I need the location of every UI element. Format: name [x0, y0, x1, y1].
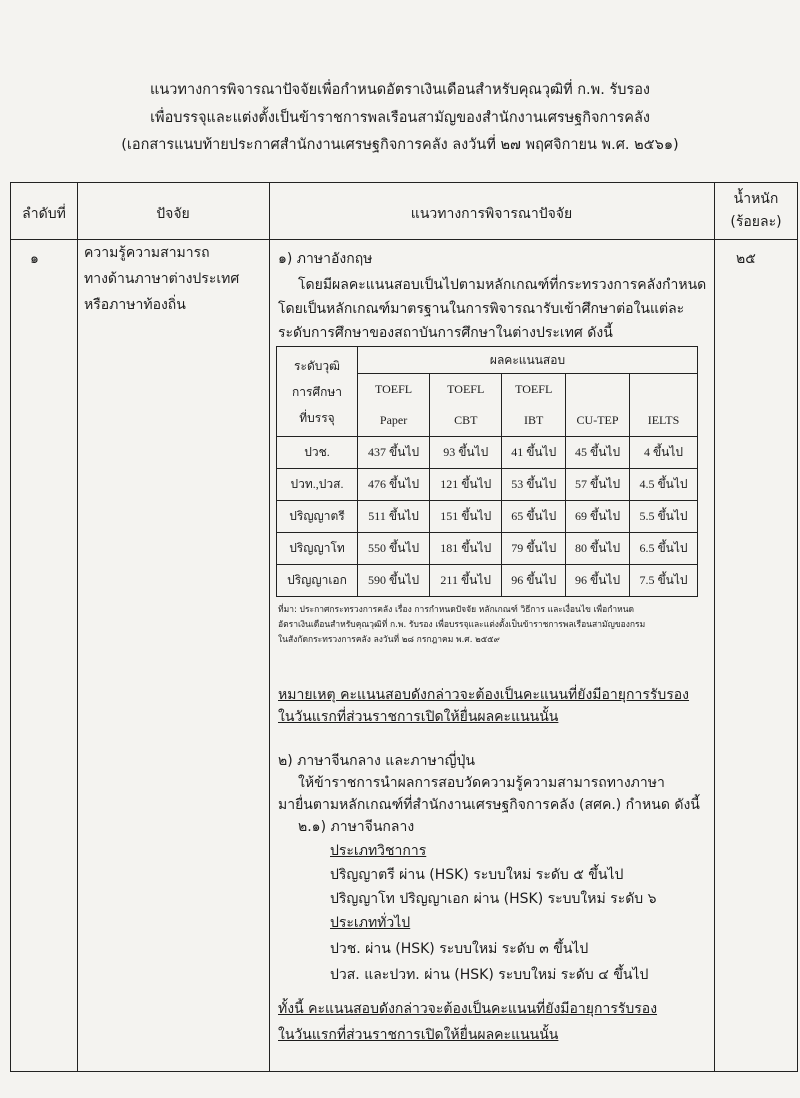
test-header-toefl-cbt-top: TOEFL	[430, 374, 502, 406]
score-cell: 57 ขึ้นไป	[566, 469, 630, 501]
chinese-para-line-1: ให้ข้าราชการนำผลการสอบวัดความรู้ความสามารถทางภาษา	[298, 775, 665, 791]
score-cell: 96 ขึ้นไป	[566, 565, 630, 597]
english-para-line-3: ระดับการศึกษาของสถาบันการศึกษาในต่างประเทศ ดังนี้	[278, 325, 613, 341]
test-header-toefl-paper: Paper	[358, 405, 430, 437]
score-cell: 6.5 ขึ้นไป	[629, 533, 697, 565]
level-cell: ปริญญาโท	[277, 533, 358, 565]
score-cell: 550 ขึ้นไป	[358, 533, 430, 565]
row-number: ๑	[30, 251, 39, 267]
column-header-guideline: แนวทางการพิจารณาปัจจัย	[410, 206, 573, 222]
score-cell: 590 ขึ้นไป	[358, 565, 430, 597]
score-cell: 7.5 ขึ้นไป	[629, 565, 697, 597]
score-cell: 4 ขึ้นไป	[629, 437, 697, 469]
level-cell: ปริญญาตรี	[277, 501, 358, 533]
score-cell: 151 ขึ้นไป	[430, 501, 502, 533]
note-2-line-1: ทั้งนี้ คะแนนสอบดังกล่าวจะต้องเป็นคะแนนที่ยังมีอายุการรับรอง	[278, 1001, 658, 1017]
source-line-1: ที่มา: ประกาศกระทรวงการคลัง เรื่อง การกำหนดปัจจัย หลักเกณฑ์ วิธีการ และเงื่อนไข เพื่อกำหนด	[278, 605, 635, 615]
column-divider-3	[714, 183, 715, 1071]
score-cell: 437 ขึ้นไป	[358, 437, 430, 469]
table-row	[277, 501, 698, 533]
note-1-line-1: หมายเหตุ คะแนนสอบดังกล่าวจะต้องเป็นคะแนนที่ยังมีอายุการรับรอง	[278, 687, 690, 703]
column-header-weight-unit: (ร้อยละ)	[730, 214, 782, 230]
english-para-line-1: โดยมีผลคะแนนสอบเป็นไปตามหลักเกณฑ์ที่กระทรวงการคลังกำหนด	[298, 277, 707, 293]
test-header-cutep: CU-TEP	[566, 405, 630, 437]
academic-item-2: ปริญญาโท ปริญญาเอก ผ่าน (HSK) ระบบใหม่ ระดับ ๖	[330, 891, 657, 907]
score-cell: 5.5 ขึ้นไป	[629, 501, 697, 533]
level-cell: ปวท.,ปวส.	[277, 469, 358, 501]
score-cell: 96 ขึ้นไป	[502, 565, 566, 597]
test-header-toefl-paper-top: TOEFL	[358, 374, 430, 406]
doc-title-line-3: (เอกสารแนบท้ายประกาศสำนักงานเศรษฐกิจการคลัง ลงวันที่ ๒๗ พฤศจิกายน พ.ศ. ๒๕๖๑)	[121, 137, 679, 153]
test-header-cutep-top	[566, 374, 630, 406]
score-cell: 41 ขึ้นไป	[502, 437, 566, 469]
score-cell: 181 ขึ้นไป	[430, 533, 502, 565]
score-cell: 53 ขึ้นไป	[502, 469, 566, 501]
factor-name-line-2: ทางด้านภาษาต่างประเทศ	[84, 271, 240, 287]
general-item-2: ปวส. และปวท. ผ่าน (HSK) ระบบใหม่ ระดับ ๔ ขึ้นไป	[330, 967, 649, 983]
general-category: ประเภททั่วไป	[330, 915, 411, 931]
score-cell: 476 ขึ้นไป	[358, 469, 430, 501]
score-group-header: ผลคะแนนสอบ	[358, 347, 698, 374]
chinese-heading: ๒) ภาษาจีนกลาง และภาษาญี่ปุ่น	[278, 753, 475, 769]
english-score-table	[276, 346, 698, 597]
score-cell: 121 ขึ้นไป	[430, 469, 502, 501]
table-row	[277, 437, 698, 469]
test-header-ielts: IELTS	[629, 405, 697, 437]
level-cell: ปวช.	[277, 437, 358, 469]
chinese-subheading: ๒.๑) ภาษาจีนกลาง	[298, 819, 415, 835]
general-item-1: ปวช. ผ่าน (HSK) ระบบใหม่ ระดับ ๓ ขึ้นไป	[330, 941, 589, 957]
test-header-toefl-ibt: IBT	[502, 405, 566, 437]
level-header-line-2: การศึกษา	[292, 384, 342, 399]
score-cell: 93 ขึ้นไป	[430, 437, 502, 469]
note-1-line-2: ในวันแรกที่ส่วนราชการเปิดให้ยื่นผลคะแนนนั้น	[278, 709, 559, 725]
score-cell: 69 ขึ้นไป	[566, 501, 630, 533]
column-header-factor: ปัจจัย	[156, 206, 190, 222]
table-row	[277, 469, 698, 501]
factor-name-line-1: ความรู้ความสามารถ	[84, 245, 210, 261]
source-line-3: ในสังกัดกระทรวงการคลัง ลงวันที่ ๒๘ กรกฎาคม พ.ศ. ๒๕๕๙	[278, 635, 500, 645]
factor-name	[84, 240, 274, 318]
level-header-line-1: ระดับวุฒิ	[294, 358, 340, 373]
score-cell: 79 ขึ้นไป	[502, 533, 566, 565]
academic-category: ประเภทวิชาการ	[330, 843, 427, 859]
score-cell: 211 ขึ้นไป	[430, 565, 502, 597]
academic-item-1: ปริญญาตรี ผ่าน (HSK) ระบบใหม่ ระดับ ๕ ขึ้นไป	[330, 867, 624, 883]
column-header-weight: น้ำหนัก	[733, 191, 779, 207]
score-cell: 65 ขึ้นไป	[502, 501, 566, 533]
column-divider-1	[77, 183, 78, 1071]
english-para-line-2: โดยเป็นหลักเกณฑ์มาตรฐานในการพิจารณารับเข้าศึกษาต่อในแต่ละ	[278, 301, 685, 317]
test-header-toefl-cbt: CBT	[430, 405, 502, 437]
level-cell: ปริญญาเอก	[277, 565, 358, 597]
score-cell: 80 ขึ้นไป	[566, 533, 630, 565]
note-2-line-2: ในวันแรกที่ส่วนราชการเปิดให้ยื่นผลคะแนนนั้น	[278, 1027, 559, 1043]
doc-title-line-1: แนวทางการพิจารณาปัจจัยเพื่อกำหนดอัตราเงินเดือนสำหรับคุณวุฒิที่ ก.พ. รับรอง	[149, 82, 651, 98]
doc-title-line-2: เพื่อบรรจุและแต่งตั้งเป็นข้าราชการพลเรือนสามัญของสำนักงานเศรษฐกิจการคลัง	[150, 110, 650, 126]
column-header-no: ลำดับที่	[22, 206, 66, 222]
level-header-line-3: ที่บรรจุ	[299, 410, 335, 425]
score-cell: 511 ขึ้นไป	[358, 501, 430, 533]
table-row	[277, 565, 698, 597]
test-header-toefl-ibt-top: TOEFL	[502, 374, 566, 406]
score-cell: 45 ขึ้นไป	[566, 437, 630, 469]
weight-value: ๒๕	[736, 251, 756, 267]
level-header	[277, 347, 358, 437]
test-header-ielts-top	[629, 374, 697, 406]
factor-name-line-3: หรือภาษาท้องถิ่น	[84, 297, 186, 313]
score-cell: 4.5 ขึ้นไป	[629, 469, 697, 501]
source-line-2: อัตราเงินเดือนสำหรับคุณวุฒิที่ ก.พ. รับรอง เพื่อบรรจุและแต่งตั้งเป็นข้าราชการพลเรือนสามัญของกรม	[278, 620, 646, 630]
table-row	[277, 533, 698, 565]
chinese-para-line-2: มายื่นตามหลักเกณฑ์ที่สำนักงานเศรษฐกิจการคลัง (สศค.) กำหนด ดังนี้	[278, 797, 700, 813]
table-source-note	[278, 603, 708, 648]
english-heading: ๑) ภาษาอังกฤษ	[278, 251, 373, 267]
